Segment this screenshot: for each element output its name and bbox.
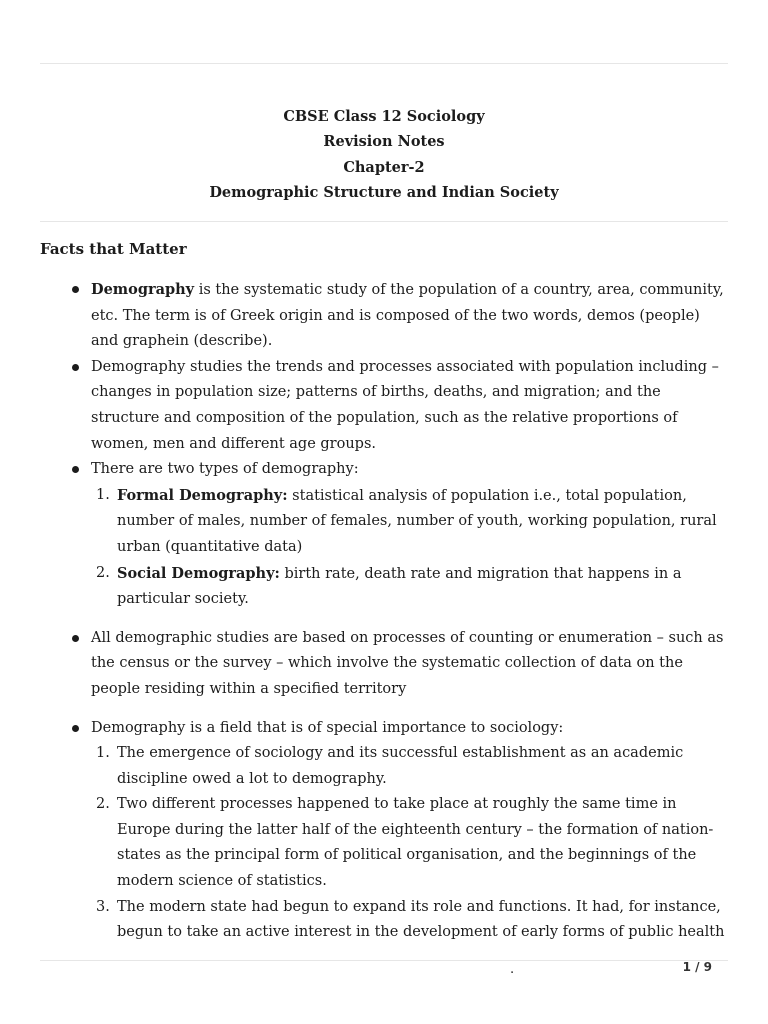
item-text: statistical analysis of population i.e., total population, number of males, number of females, number of youth, working population, rural urban (quantitative data) [117, 487, 717, 555]
term-social-demography: Social Demography: [117, 564, 280, 582]
item-number: 2. [96, 796, 110, 813]
item-text: is the systematic study of the population of a country, area, community, etc. The term is of Greek origin and is composed of the two words, demos (people) and graphein (describe). [91, 282, 724, 350]
item-text: There are two types of demography: [91, 461, 359, 478]
header-notes: Revision Notes [323, 133, 445, 151]
item-number: 2. [96, 564, 110, 581]
item-text: birth rate, death rate and migration that happens in a particular society. [117, 565, 682, 608]
item-text: The emergence of sociology and its successful establishment as an academic discipline owed a lot to demography. [117, 745, 684, 787]
list-item [40, 277, 730, 355]
document-header [40, 104, 728, 205]
header-chapter: Chapter-2 [343, 158, 425, 176]
term-demography: Demography [91, 281, 195, 298]
list-item [40, 457, 730, 613]
section-title: Facts that Matter [40, 240, 187, 258]
numbered-item [91, 792, 730, 894]
numbered-item [91, 895, 730, 946]
list-item [40, 626, 730, 703]
numbered-item [91, 483, 730, 561]
footer-divider [40, 960, 728, 961]
header-chapter-title: Demographic Structure and Indian Society [209, 183, 559, 201]
footer-dot: . [510, 962, 515, 977]
numbered-item [91, 561, 730, 613]
item-text: The modern state had begun to expand its role and functions. It had, for instance, begun to take an active interest in the development of early forms of public health [117, 898, 725, 941]
item-number: 3. [96, 898, 110, 915]
list-item [40, 355, 730, 457]
numbered-list [91, 741, 730, 946]
header-divider [40, 221, 728, 222]
top-divider [40, 63, 728, 64]
item-text: Demography is a field that is of special importance to sociology: [91, 719, 564, 736]
numbered-item [91, 741, 730, 792]
item-number: 1. [96, 486, 110, 503]
item-number: 1. [96, 745, 110, 762]
item-text: All demographic studies are based on processes of counting or enumeration – such as the census or the survey – which involve the systematic collection of data on the people residing within a specified territory [91, 629, 724, 697]
bullet-list [40, 277, 730, 946]
item-text: Two different processes happened to take place at roughly the same time in Europe during the latter half of the eighteenth century – the formation of nation-states as the principal form of political organisation, and the beginnings of the modern science of statistics. [117, 796, 714, 890]
term-formal-demography: Formal Demography: [117, 486, 288, 504]
list-item [40, 716, 730, 946]
page-number: 1 / 9 [682, 960, 712, 974]
header-course: CBSE Class 12 Sociology [283, 108, 485, 125]
numbered-list [91, 483, 730, 613]
document-body [40, 277, 730, 946]
item-text: Demography studies the trends and processes associated with population including – changes in population size; patterns of births, deaths, and migration; and the structure and composition of the population, such as the relative proportions of women, men and different age groups. [91, 358, 719, 452]
